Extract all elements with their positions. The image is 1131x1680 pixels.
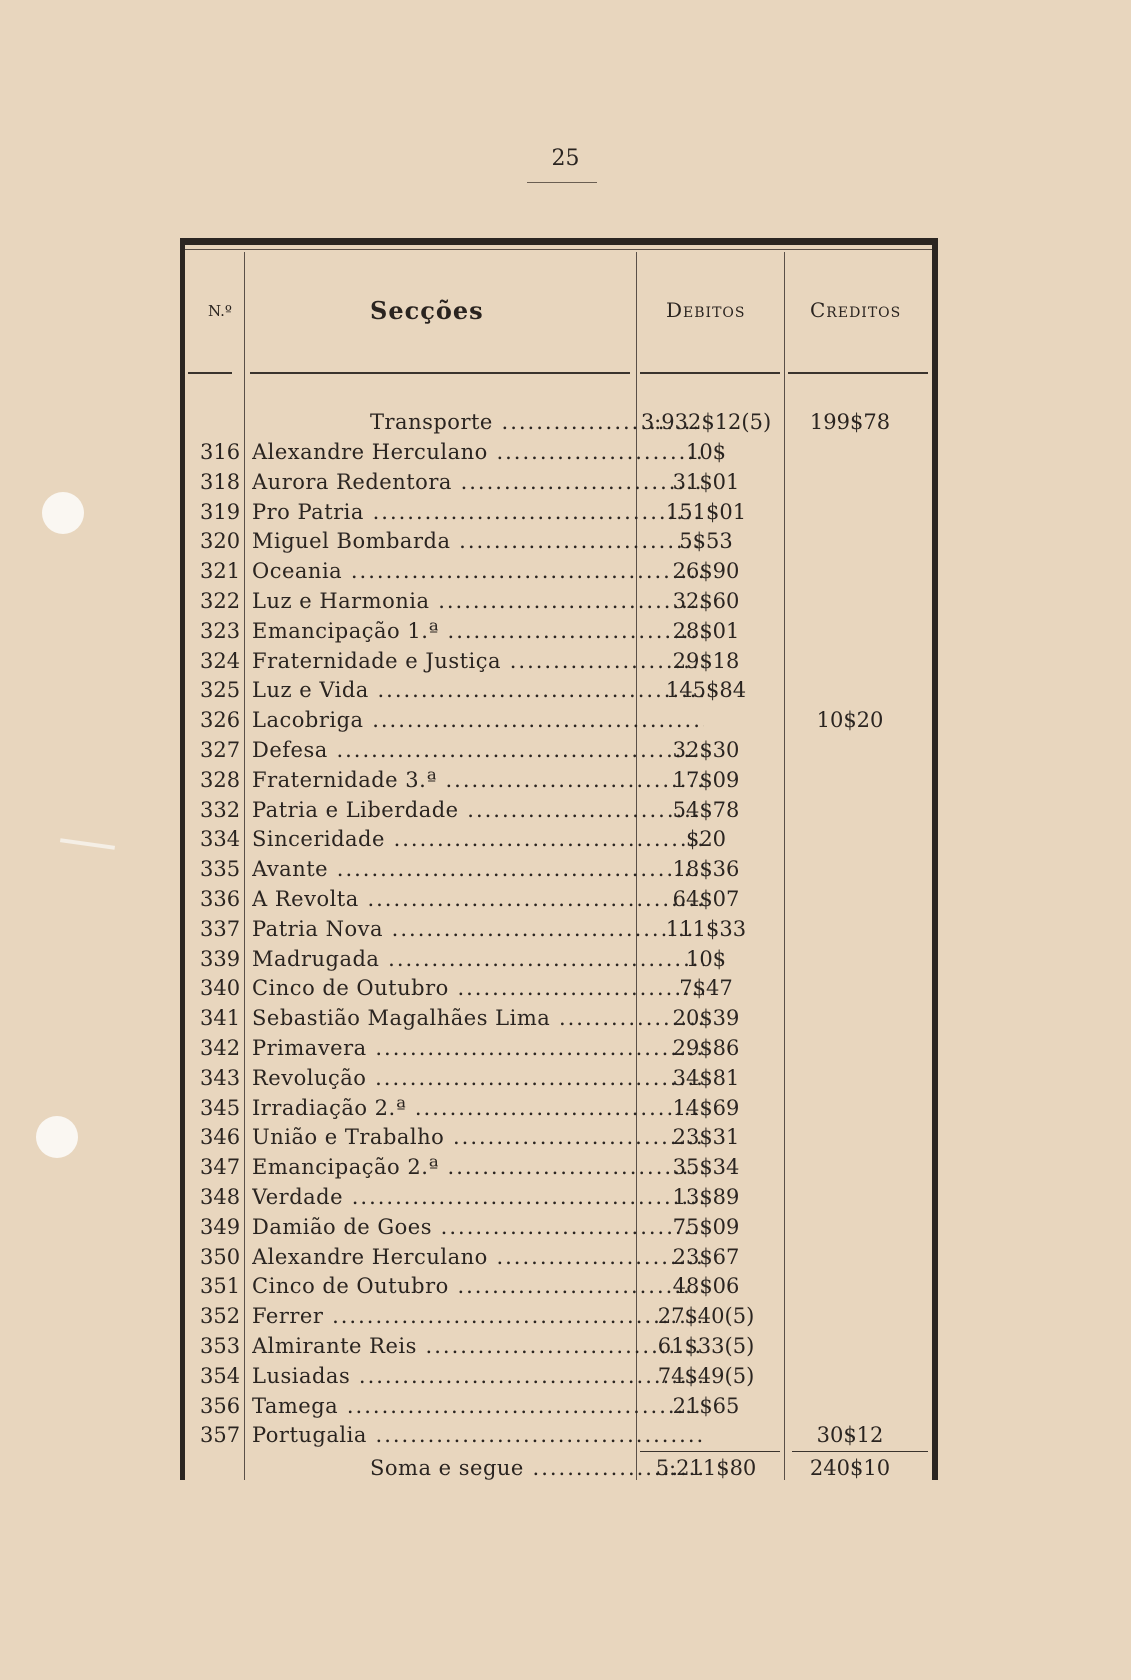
row-debit: 27$40(5) [657, 1304, 755, 1329]
row-number: 348 [200, 1185, 241, 1209]
row-section-name: Damião de Goes ..... [252, 1215, 704, 1239]
row-number: 332 [200, 797, 241, 822]
row-number: 346 [200, 1125, 241, 1150]
row-debit: 31$01 [672, 469, 740, 494]
row-number: 319 [200, 499, 241, 524]
table-row [180, 1272, 938, 1302]
row-number: 334 [200, 827, 241, 852]
row-section-name: Tamega ..... [252, 1394, 704, 1418]
row-section-name: Oceania ..... [252, 559, 704, 583]
row-number: 336 [200, 887, 241, 911]
table-row [180, 974, 938, 1004]
row-section-name: Emancipação 1.ª ..... [252, 619, 704, 643]
row-number: 347 [200, 1155, 241, 1180]
row-section-name: A Revolta ..... [252, 887, 704, 911]
row-debit: 151$01 [665, 499, 747, 524]
row-number: 326 [200, 708, 241, 733]
row-section-name: Verdade ..... [252, 1185, 704, 1209]
row-section-name: Primavera ..... [252, 1036, 704, 1060]
row-section-name: Emancipação 2.ª ..... [252, 1155, 704, 1179]
row-debit: 20$39 [672, 1006, 740, 1031]
row-section-name: Pro Patria ..... [252, 500, 704, 524]
row-debit: 54$78 [672, 797, 740, 822]
row-section-name: Ferrer ..... [252, 1304, 704, 1328]
row-number: 350 [200, 1244, 241, 1269]
ledger-table [180, 238, 938, 1480]
row-number: 316 [200, 440, 241, 464]
table-row [180, 468, 938, 498]
row-section-name: Almirante Reis ..... [252, 1334, 704, 1358]
row-number: 342 [200, 1036, 241, 1060]
transport-debit: 3:932$12(5) [640, 410, 772, 434]
row-debit: 5$53 [679, 529, 733, 554]
row-number: 328 [200, 767, 241, 792]
punch-hole-bottom [36, 1116, 78, 1158]
table-row [180, 1064, 938, 1094]
header-credits: Creditos [810, 298, 902, 322]
row-number: 343 [200, 1065, 241, 1090]
row-number: 324 [200, 648, 241, 673]
row-number: 335 [200, 857, 241, 882]
row-number: 345 [200, 1095, 241, 1120]
row-number: 341 [200, 1006, 241, 1031]
table-row [180, 706, 938, 736]
row-debit: 18$36 [672, 857, 740, 882]
row-debit: 29$18 [672, 648, 740, 673]
table-row [180, 766, 938, 796]
row-section-name: Madrugada ..... [252, 947, 704, 971]
row-number: 322 [200, 589, 241, 613]
row-debit: 145$84 [665, 678, 747, 703]
row-section-name: Sinceridade ..... [252, 827, 704, 851]
table-row [180, 1094, 938, 1124]
row-section-name: Luz e Vida ..... [252, 678, 704, 702]
row-section-name: Sebastião Magalhães Lima ..... [252, 1006, 704, 1030]
row-credit: 30$12 [816, 1423, 884, 1448]
row-section-name: Fraternidade 3.ª ..... [252, 768, 704, 792]
row-number: 352 [200, 1304, 241, 1329]
table-row [180, 1183, 938, 1213]
row-debit: 48$06 [672, 1274, 740, 1299]
table-row [180, 647, 938, 677]
row-debit: 14$69 [672, 1095, 740, 1120]
table-row [180, 587, 938, 617]
row-section-name: Miguel Bombarda ..... [252, 529, 704, 553]
table-row [180, 1153, 938, 1183]
row-section-name: Revolução ..... [252, 1066, 704, 1090]
header-sections: Secções [370, 296, 484, 325]
header-rule-debits [640, 372, 780, 374]
row-section-name: Fraternidade e Justiça ..... [252, 649, 704, 673]
row-debit: 7$47 [679, 976, 733, 1001]
row-section-name: Patria e Liberdade ..... [252, 798, 704, 822]
row-number: 353 [200, 1334, 241, 1358]
header-num: N.º [208, 302, 232, 320]
row-section-name: Defesa ..... [252, 738, 704, 762]
row-debit: 28$01 [672, 618, 740, 643]
row-section-name: Alexandre Herculano ..... [252, 1245, 704, 1269]
row-number: 340 [200, 976, 241, 1001]
table-row [180, 825, 938, 855]
row-debit: 17$09 [672, 767, 740, 792]
row-debit: 26$90 [672, 559, 740, 584]
row-debit: 23$31 [672, 1125, 740, 1150]
row-debit: 10$ [685, 440, 727, 464]
row-number: 357 [200, 1423, 241, 1448]
row-section-name: União e Trabalho ..... [252, 1125, 704, 1149]
row-debit: 111$33 [665, 916, 747, 941]
table-row [180, 498, 938, 528]
punch-hole-top [42, 492, 84, 534]
row-number: 339 [200, 946, 241, 971]
row-number: 325 [200, 678, 241, 703]
table-row [180, 438, 938, 468]
row-debit: 34$81 [672, 1065, 740, 1090]
transport-credit: 199$78 [809, 410, 891, 434]
row-debit: 21$65 [672, 1393, 740, 1418]
table-row [180, 617, 938, 647]
row-section-name: Irradiação 2.ª ..... [252, 1096, 704, 1120]
table-row [180, 915, 938, 945]
row-debit: 74$49(5) [657, 1363, 755, 1388]
table-row [180, 796, 938, 826]
row-debit: 10$ [685, 946, 727, 971]
row-section-name: Portugalia ..... [252, 1423, 704, 1447]
row-number: 318 [200, 469, 241, 494]
header-rule-sections [250, 372, 630, 374]
row-section-name: Lusiadas ..... [252, 1364, 704, 1388]
row-number: 327 [200, 738, 241, 762]
table-row [180, 1332, 938, 1362]
row-debit: 61$33(5) [657, 1334, 755, 1358]
table-row [180, 736, 938, 766]
table-row [180, 855, 938, 885]
summary-row [180, 1454, 938, 1484]
row-section-name: Aurora Redentora ..... [252, 470, 704, 494]
header-rule-credits [788, 372, 928, 374]
table-row [180, 676, 938, 706]
table-row [180, 1004, 938, 1034]
table-top-inner-rule [180, 249, 938, 250]
row-number: 337 [200, 916, 241, 941]
row-section-name: Cinco de Outubro ..... [252, 976, 704, 1000]
row-debit: 23$67 [672, 1244, 740, 1269]
transport-row [180, 408, 938, 438]
summary-label: Soma e segue ..... [370, 1456, 704, 1480]
row-debit: $20 [685, 827, 727, 852]
row-number: 320 [200, 529, 241, 554]
row-credit: 10$20 [816, 708, 884, 733]
paper-tear [60, 838, 115, 850]
row-number: 349 [200, 1214, 241, 1239]
table-row [180, 1213, 938, 1243]
row-number: 323 [200, 618, 241, 643]
page-number-rule [527, 182, 597, 183]
debit-sum-rule [640, 1451, 780, 1452]
row-section-name: Luz e Harmonia ..... [252, 589, 704, 613]
table-row [180, 557, 938, 587]
table-row [180, 1421, 938, 1451]
table-row [180, 1392, 938, 1422]
summary-credit: 240$10 [809, 1456, 891, 1480]
row-number: 356 [200, 1393, 241, 1418]
row-section-name: Alexandre Herculano ..... [252, 440, 704, 464]
table-row [180, 885, 938, 915]
row-debit: 13$89 [672, 1185, 740, 1209]
row-debit: 29$86 [672, 1036, 740, 1060]
row-debit: 64$07 [672, 887, 740, 911]
table-top-border [180, 238, 938, 245]
table-row [180, 1034, 938, 1064]
header-debits: Debitos [666, 298, 746, 322]
row-debit: 32$60 [672, 589, 740, 613]
transport-label: Transporte ..... [370, 410, 704, 434]
row-section-name: Lacobriga ..... [252, 708, 704, 732]
row-debit: 75$09 [672, 1214, 740, 1239]
row-number: 354 [200, 1363, 241, 1388]
row-section-name: Patria Nova ..... [252, 917, 704, 941]
row-debit: 32$30 [672, 738, 740, 762]
table-row [180, 1362, 938, 1392]
page-number: 25 [551, 146, 580, 171]
table-row [180, 1123, 938, 1153]
row-number: 321 [200, 559, 241, 584]
table-row [180, 1243, 938, 1273]
credit-sum-rule [792, 1451, 928, 1452]
row-debit: 35$34 [672, 1155, 740, 1180]
table-row [180, 945, 938, 975]
row-number: 351 [200, 1274, 241, 1299]
table-row [180, 1302, 938, 1332]
row-section-name: Avante ..... [252, 857, 704, 881]
row-section-name: Cinco de Outubro ..... [252, 1274, 704, 1298]
summary-debit: 5:211$80 [655, 1456, 757, 1480]
table-row [180, 527, 938, 557]
header-rule-num [188, 372, 232, 374]
